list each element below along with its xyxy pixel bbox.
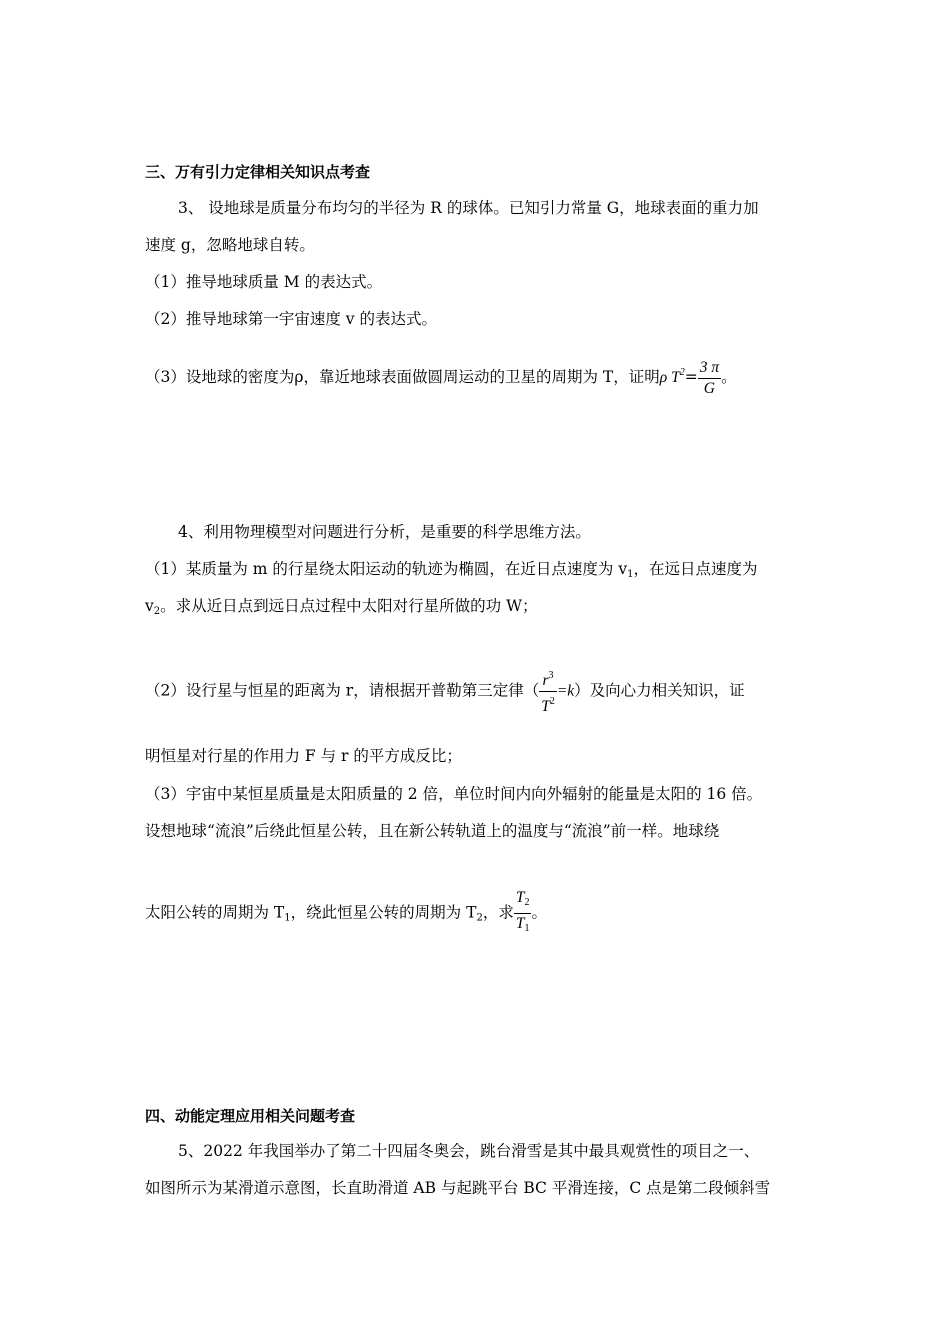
v1-subscript: 1 (627, 569, 634, 580)
q3-formula-lhs: ρ T (659, 369, 680, 386)
kepler-r-exp: 3 (548, 670, 554, 681)
q4-part1-line2-text: 。求从近日点到远日点过程中太阳对行星所做的功 W； (160, 597, 538, 615)
period-ratio-num (514, 888, 532, 914)
q4-part1-line1-text: （1）某质量为 m 的行星绕太阳运动的轨迹为椭圆，在近日点速度为 v (145, 560, 628, 578)
kepler-den (539, 692, 557, 717)
kepler-r: r (542, 672, 549, 689)
q4-part3-line1: （3）宇宙中某恒星质量是太阳质量的 2 倍，单位时间内向外辐射的能量是太阳的 16 倍。 (145, 785, 763, 803)
q5-line2: 如图所示为某滑道示意图，长直助滑道 AB 与起跳平台 BC 平滑连接，C 点是第二段倾斜雪 (145, 1179, 771, 1197)
q3-part2: （2）推导地球第一宇宙速度 v 的表达式。 (145, 310, 437, 328)
q4-part1-line1 (145, 559, 758, 585)
q4-part3-line3 (145, 888, 547, 940)
period-ratio-den (514, 914, 532, 939)
q5-line1: 5、2022 年我国举办了第二十四届冬奥会，跳台滑雪是其中最具观赏性的项目之一、 (178, 1142, 760, 1160)
kepler-eq: =k (556, 682, 575, 700)
ratio-num-t: T (515, 889, 525, 906)
q4-part2-text: （2）设行星与恒星的距离为 r，请根据开普勒第三定律（ (145, 681, 540, 700)
v2-subscript: 2 (153, 606, 161, 617)
kepler-fraction (539, 666, 557, 717)
kepler-num (539, 666, 557, 692)
q4-part2-tail: ）及向心力相关知识，证 (574, 681, 745, 700)
ratio-den-sub: 1 (524, 923, 530, 934)
q3-formula-exp: 2 (679, 367, 685, 378)
t1-subscript: 1 (284, 912, 291, 924)
q4-part3-line3-ask: ，求 (482, 903, 514, 922)
q4-intro: 4、利用物理模型对问题进行分析，是重要的科学思维方法。 (178, 523, 591, 541)
q3-line1: 3、 设地球是质量分布均匀的半径为 R 的球体。已知引力常量 G，地球表面的重力加 (178, 199, 759, 217)
q3-formula-den: G (703, 379, 715, 397)
q4-part2-line2: 明恒星对行星的作用力 F 与 r 的平方成反比； (145, 747, 462, 765)
section3-heading: 三、万有引力定律相关知识点考查 (145, 163, 371, 181)
kepler-t: T (541, 698, 550, 715)
q4-part1-line1-tail: ，在远日点速度为 (633, 560, 758, 578)
q4-part3-line3-text: 太阳公转的周期为 T (145, 903, 285, 922)
q3-formula-num: 3 π (698, 358, 721, 379)
kepler-t-exp: 2 (549, 696, 555, 707)
ratio-den-t: T (515, 915, 525, 932)
q3-part3 (145, 352, 737, 399)
q3-part1: （1）推导地球质量 M 的表达式。 (145, 273, 383, 291)
q3-formula-fraction (698, 358, 721, 399)
v2-symbol: v (145, 597, 154, 615)
section4-heading: 四、动能定理应用相关问题考查 (145, 1107, 356, 1125)
q4-part3-end: 。 (531, 903, 547, 922)
q4-part1-line2 (145, 596, 538, 622)
q3-part3-text: （3）设地球的密度为ρ，靠近地球表面做圆周运动的卫星的周期为 T，证明 (145, 368, 660, 386)
t2-subscript: 2 (476, 912, 483, 924)
q3-formula-eq: = (684, 368, 698, 386)
q4-part2-line1 (145, 666, 745, 717)
q4-part3-line2: 设想地球“流浪”后绕此恒星公转，且在新公转轨道上的温度与“流浪”前一样。地球绕 (145, 822, 720, 840)
q4-part3-line3-mid: ，绕此恒星公转的周期为 T (290, 903, 477, 922)
q3-part3-end: 。 (721, 368, 737, 386)
ratio-num-sub: 2 (524, 897, 530, 908)
q3-line2: 速度 g，忽略地球自转。 (145, 236, 315, 254)
period-ratio-fraction (514, 888, 532, 939)
